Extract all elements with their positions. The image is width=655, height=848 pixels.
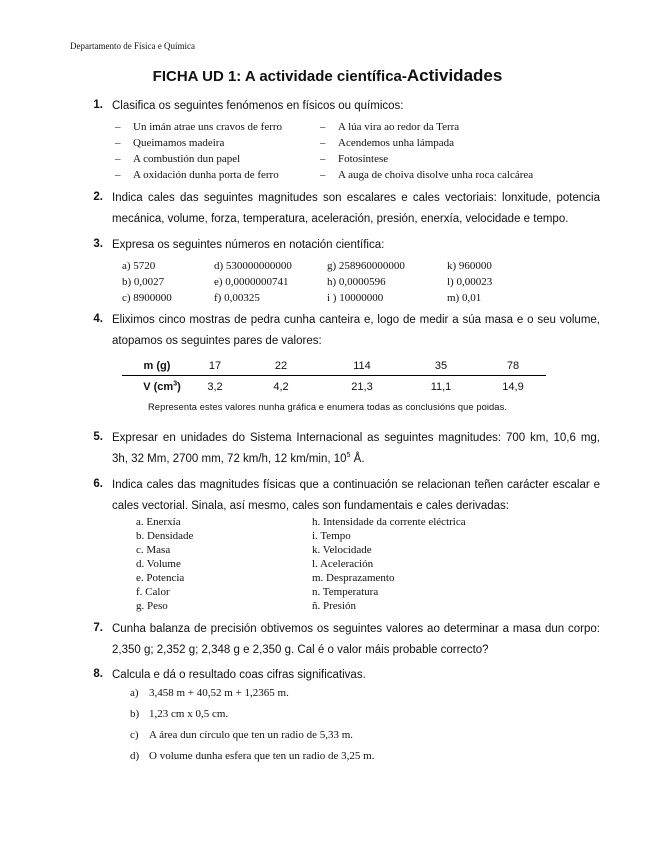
list-item: d. Volume — [136, 558, 181, 570]
list-item: e) 0,0000000741 — [214, 276, 289, 288]
q8-text: Calcula e dá o resultado coas cifras significativas. — [112, 669, 366, 681]
list-item: – Fotosíntese — [320, 153, 389, 165]
table-rule — [122, 375, 546, 376]
q4-text: Eliximos cinco mostras de pedra cunha canteira e, logo de medir a súa masa e o seu volume, atopamos os seguintes pares de valores: — [112, 314, 600, 347]
table-cell: 11,1 — [430, 381, 452, 393]
list-item: m) 0,01 — [447, 292, 482, 304]
list-item: e. Potencia — [136, 572, 185, 584]
title-emphasis: Actividades — [406, 66, 503, 85]
list-item: l) 0,00023 — [447, 276, 493, 288]
q2-text: Indica cales das seguintes magnitudes son escalares e cales vectoriais: lonxitude, potencia mecánica, volume, forza, temperatura, aceleración, presión, enerxía, velocidade e tempo. — [112, 192, 600, 225]
list-item: – A combustión dun papel — [115, 153, 241, 165]
q3-col-4 — [447, 260, 492, 308]
q4-note: Representa estes valores nunha gráfica e enumera todas as conclusións que poidas. — [147, 402, 508, 412]
list-item: k. Velocidade — [312, 544, 372, 556]
table-cell: 35 — [434, 360, 448, 372]
list-item: g. Peso — [136, 600, 168, 612]
list-item: h) 0,0000596 — [327, 276, 386, 288]
q3-number: 3. — [93, 238, 103, 250]
volume-label: V $(cm^3)$ — [143, 380, 181, 393]
list-item: l. Aceleración — [312, 558, 374, 570]
list-item: ñ. Presión — [312, 600, 356, 612]
q8-number: 8. — [93, 668, 103, 680]
title-main: FICHA UD 1: A actividade científica- — [152, 68, 407, 85]
list-item: – A oxidación dunha porta de ferro — [115, 169, 279, 181]
q6-number: 6. — [93, 478, 103, 490]
q1-text: Clasifica os seguintes fenómenos en físicos ou químicos: — [112, 100, 404, 112]
table-cell: 3,2 — [207, 381, 223, 393]
table-cell: 22 — [274, 360, 288, 372]
list-item: h. Intensidade da corrente eléctrica — [312, 516, 466, 528]
list-item: c) 8900000 — [122, 292, 172, 304]
list-item: b. Densidade — [136, 530, 194, 542]
list-item: d) O volume dunha esfera que ten un radio de 3,25 m. — [130, 750, 375, 762]
list-item: – Queimamos madeira — [115, 137, 225, 149]
q1-right-list — [320, 121, 533, 185]
list-item: c. Masa — [136, 544, 171, 556]
q3-text: Expresa os seguintes números en notación científica: — [112, 239, 385, 251]
list-item: n. Temperatura — [312, 586, 379, 598]
list-item: i. Tempo — [312, 530, 351, 542]
table-cell: 4,2 — [273, 381, 289, 393]
list-item: a) 3,458 m + 40,52 m + 1,2365 m. — [130, 687, 289, 699]
q8-list — [130, 687, 374, 771]
q1-number: 1. — [93, 99, 103, 111]
list-item: i ) 10000000 — [327, 292, 384, 304]
department-header: Departamento de Física e Química — [70, 41, 195, 51]
q3-col-2 — [214, 260, 292, 308]
q2-number: 2. — [93, 191, 103, 203]
q1-left-list — [115, 121, 282, 185]
q6-right-list — [312, 516, 466, 614]
list-item: d) 530000000000 — [214, 260, 292, 272]
list-item: – A lúa vira ao redor da Terra — [320, 121, 460, 133]
list-item: – A auga de choiva disolve unha roca calcárea — [320, 169, 534, 181]
table-cell: 17 — [208, 360, 222, 372]
list-item: – Un imán atrae uns cravos de ferro — [115, 121, 283, 133]
q7-text: Cunha balanza de precisión obtivemos os seguintes valores ao determinar a masa dun corpo: 2,350 g; 2,352 g; 2,348 g e 2,350 g. Cal é o valor máis probable correcto? — [112, 623, 600, 656]
q5-text: Expresar en unidades do Sistema Internacional as seguintes magnitudes: 700 km, 10,6 mg, 3h, 32 Mm, 2700 mm, 72 km/h, 12 km/min, $10^5$ Å. — [112, 432, 600, 465]
q6-left-list — [136, 516, 193, 614]
list-item: – Acendemos unha lámpada — [320, 137, 455, 149]
list-item: k) 960000 — [447, 260, 492, 272]
q7-number: 7. — [93, 622, 103, 634]
list-item: b) 1,23 cm x 0,5 cm. — [130, 708, 229, 720]
list-item: m. Desprazamento — [312, 572, 395, 584]
q3-col-1 — [122, 260, 172, 308]
table-cell: 114 — [353, 360, 371, 372]
list-item: g) 258960000000 — [327, 260, 405, 272]
table-cell: 78 — [506, 360, 520, 372]
q6-text: Indica cales das magnitudes físicas que a continuación se relacionan teñen carácter escalar e cales vectorial. Sinala, así mesmo, cales son fundamentais e cales derivadas: — [112, 479, 600, 512]
page-title — [0, 66, 655, 86]
list-item: f. Calor — [136, 586, 170, 598]
table-cell: 14,9 — [502, 381, 524, 393]
q4-number: 4. — [93, 313, 103, 325]
table-cell: 21,3 — [351, 381, 373, 393]
list-item: f) 0,00325 — [214, 292, 260, 304]
q5-number: 5. — [93, 431, 103, 443]
list-item: a. Enerxía — [136, 516, 181, 528]
q3-col-3 — [327, 260, 405, 308]
list-item: c) A área dun círculo que ten un radio de 5,33 m. — [130, 729, 354, 741]
list-item: a) 5720 — [122, 260, 156, 272]
list-item: b) 0,0027 — [122, 276, 165, 288]
mass-label: m (g) — [143, 360, 171, 372]
